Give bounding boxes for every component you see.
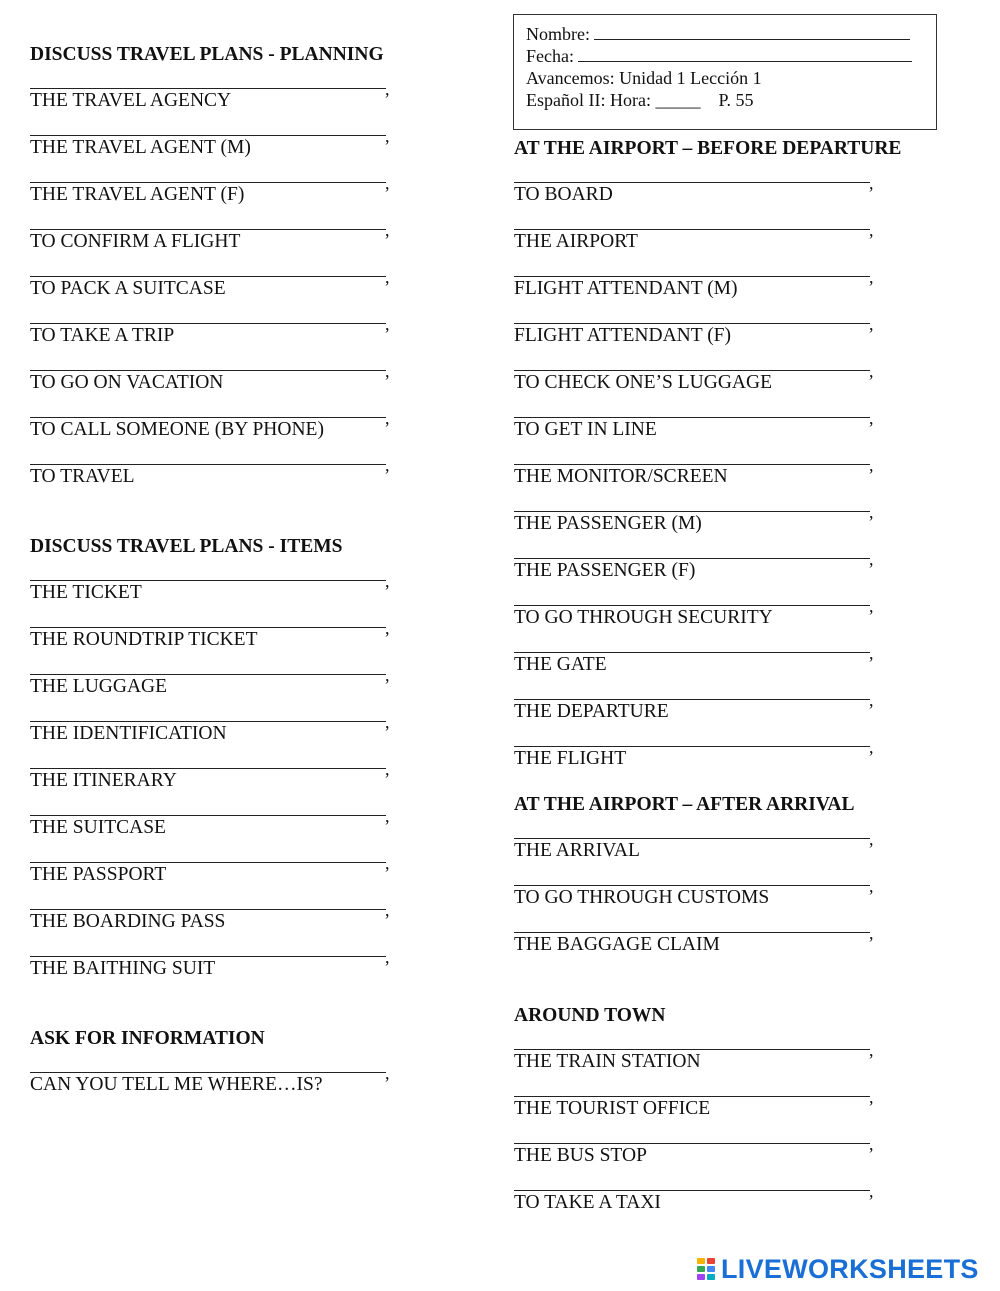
term-the-monitor-screen: THE MONITOR/SCREEN [514, 466, 728, 487]
answer-blank[interactable] [514, 464, 870, 465]
term-the-itinerary: THE ITINERARY [30, 770, 177, 791]
answer-blank[interactable] [514, 229, 870, 230]
answer-blank[interactable] [30, 1072, 386, 1073]
hora-line [526, 89, 753, 111]
term-the-ticket: THE TICKET [30, 582, 142, 603]
separator-comma: , [385, 571, 390, 591]
answer-blank[interactable] [514, 1143, 870, 1144]
separator-comma: , [385, 79, 390, 99]
separator-comma: , [869, 502, 874, 522]
student-info-box [513, 14, 937, 130]
term-flight-attendant-m: FLIGHT ATTENDANT (M) [514, 278, 738, 299]
separator-comma: , [385, 759, 390, 779]
page-reference: P. 55 [718, 90, 754, 110]
vocab-item [30, 1063, 450, 1119]
separator-comma: , [869, 923, 874, 943]
separator-comma: , [869, 690, 874, 710]
term-to-check-one-s-luggage: TO CHECK ONE’S LUGGAGE [514, 372, 773, 393]
term-the-gate: THE GATE [514, 654, 607, 675]
answer-blank[interactable] [30, 768, 386, 769]
term-the-identification: THE IDENTIFICATION [30, 723, 227, 744]
section-heading: AT THE AIRPORT – BEFORE DEPARTURE [514, 138, 902, 159]
logo-text: LIVEWORKSHEETS [721, 1253, 979, 1284]
answer-blank[interactable] [30, 862, 386, 863]
answer-blank[interactable] [30, 182, 386, 183]
separator-comma: , [385, 712, 390, 732]
answer-blank[interactable] [30, 370, 386, 371]
answer-blank[interactable] [30, 276, 386, 277]
answer-blank[interactable] [514, 746, 870, 747]
separator-comma: , [869, 549, 874, 569]
term-the-arrival: THE ARRIVAL [514, 840, 640, 861]
answer-blank[interactable] [514, 1049, 870, 1050]
answer-blank[interactable] [514, 885, 870, 886]
name-input-line[interactable] [594, 25, 910, 40]
separator-comma: , [869, 314, 874, 334]
date-label: Fecha: [526, 46, 574, 66]
separator-comma: , [385, 665, 390, 685]
separator-comma: , [385, 173, 390, 193]
separator-comma: , [869, 1087, 874, 1107]
section-heading: AT THE AIRPORT – AFTER ARRIVAL [514, 794, 855, 815]
answer-blank[interactable] [514, 323, 870, 324]
separator-comma: , [869, 267, 874, 287]
term-the-baggage-claim: THE BAGGAGE CLAIM [514, 934, 720, 955]
term-to-board: TO BOARD [514, 184, 613, 205]
section-heading: DISCUSS TRAVEL PLANS - PLANNING [30, 44, 384, 65]
separator-comma: , [385, 618, 390, 638]
answer-blank[interactable] [30, 909, 386, 910]
separator-comma: , [869, 1181, 874, 1201]
term-the-passport: THE PASSPORT [30, 864, 167, 885]
separator-comma: , [385, 455, 390, 475]
separator-comma: , [385, 267, 390, 287]
vocab-item [514, 1181, 934, 1237]
separator-comma: , [869, 455, 874, 475]
answer-blank[interactable] [514, 605, 870, 606]
term-the-roundtrip-ticket: THE ROUNDTRIP TICKET [30, 629, 258, 650]
term-to-go-through-security: TO GO THROUGH SECURITY [514, 607, 773, 628]
answer-blank[interactable] [30, 229, 386, 230]
term-the-passenger-f: THE PASSENGER (F) [514, 560, 696, 581]
answer-blank[interactable] [514, 511, 870, 512]
date-input-line[interactable] [578, 47, 912, 62]
term-can-you-tell-me-where-is: CAN YOU TELL ME WHERE…IS? [30, 1074, 323, 1095]
term-the-airport: THE AIRPORT [514, 231, 638, 252]
separator-comma: , [869, 173, 874, 193]
term-the-travel-agent-f: THE TRAVEL AGENT (F) [30, 184, 245, 205]
separator-comma: , [869, 596, 874, 616]
answer-blank[interactable] [30, 721, 386, 722]
answer-blank[interactable] [30, 135, 386, 136]
separator-comma: , [869, 1134, 874, 1154]
answer-blank[interactable] [30, 674, 386, 675]
section-heading: DISCUSS TRAVEL PLANS - ITEMS [30, 536, 343, 557]
answer-blank[interactable] [514, 1190, 870, 1191]
liveworksheets-logo [697, 1253, 997, 1285]
term-the-flight: THE FLIGHT [514, 748, 627, 769]
term-the-train-station: THE TRAIN STATION [514, 1051, 701, 1072]
separator-comma: , [869, 220, 874, 240]
vocab-item [30, 947, 450, 1003]
separator-comma: , [385, 806, 390, 826]
term-to-confirm-a-flight: TO CONFIRM A FLIGHT [30, 231, 241, 252]
answer-blank[interactable] [30, 956, 386, 957]
answer-blank[interactable] [30, 580, 386, 581]
answer-blank[interactable] [514, 838, 870, 839]
term-the-baithing-suit: THE BAITHING SUIT [30, 958, 216, 979]
separator-comma: , [385, 408, 390, 428]
answer-blank[interactable] [30, 417, 386, 418]
separator-comma: , [869, 829, 874, 849]
section-heading: ASK FOR INFORMATION [30, 1028, 265, 1049]
separator-comma: , [869, 361, 874, 381]
term-to-take-a-trip: TO TAKE A TRIP [30, 325, 175, 346]
separator-comma: , [869, 1040, 874, 1060]
term-to-call-someone-by-phone: TO CALL SOMEONE (BY PHONE) [30, 419, 324, 440]
answer-blank[interactable] [30, 464, 386, 465]
answer-blank[interactable] [30, 627, 386, 628]
separator-comma: , [869, 643, 874, 663]
answer-blank[interactable] [514, 182, 870, 183]
separator-comma: , [869, 408, 874, 428]
separator-comma: , [869, 737, 874, 757]
term-to-take-a-taxi: TO TAKE A TAXI [514, 1192, 661, 1213]
separator-comma: , [869, 876, 874, 896]
term-the-suitcase: THE SUITCASE [30, 817, 166, 838]
term-the-bus-stop: THE BUS STOP [514, 1145, 647, 1166]
term-the-passenger-m: THE PASSENGER (M) [514, 513, 702, 534]
logo-mark-icon [697, 1258, 715, 1280]
term-to-go-on-vacation: TO GO ON VACATION [30, 372, 224, 393]
answer-blank[interactable] [514, 652, 870, 653]
answer-blank[interactable] [30, 88, 386, 89]
term-flight-attendant-f: FLIGHT ATTENDANT (F) [514, 325, 732, 346]
vocab-item [30, 455, 450, 511]
term-the-boarding-pass: THE BOARDING PASS [30, 911, 226, 932]
unit-line: Avancemos: Unidad 1 Lección 1 [526, 68, 762, 88]
answer-blank[interactable] [514, 370, 870, 371]
section-heading: AROUND TOWN [514, 1005, 666, 1026]
answer-blank[interactable] [514, 558, 870, 559]
answer-blank[interactable] [514, 417, 870, 418]
separator-comma: , [385, 126, 390, 146]
separator-comma: , [385, 220, 390, 240]
term-the-travel-agent-m: THE TRAVEL AGENT (M) [30, 137, 251, 158]
hora-label: Español II: Hora: [526, 90, 651, 110]
term-to-travel: TO TRAVEL [30, 466, 135, 487]
answer-blank[interactable] [514, 699, 870, 700]
term-the-travel-agency: THE TRAVEL AGENCY [30, 90, 232, 111]
term-to-pack-a-suitcase: TO PACK A SUITCASE [30, 278, 226, 299]
date-line [526, 45, 912, 67]
term-the-departure: THE DEPARTURE [514, 701, 669, 722]
vocab-item [514, 923, 934, 979]
name-label: Nombre: [526, 24, 590, 44]
term-to-go-through-customs: TO GO THROUGH CUSTOMS [514, 887, 770, 908]
term-to-get-in-line: TO GET IN LINE [514, 419, 657, 440]
vocab-item [514, 737, 934, 793]
separator-comma: , [385, 947, 390, 967]
name-line [526, 23, 910, 45]
answer-blank[interactable] [514, 932, 870, 933]
answer-blank[interactable] [30, 323, 386, 324]
answer-blank[interactable] [514, 1096, 870, 1097]
separator-comma: , [385, 361, 390, 381]
hora-blank[interactable]: _____ [655, 90, 701, 110]
answer-blank[interactable] [30, 815, 386, 816]
separator-comma: , [385, 853, 390, 873]
term-the-tourist-office: THE TOURIST OFFICE [514, 1098, 711, 1119]
separator-comma: , [385, 314, 390, 334]
separator-comma: , [385, 1063, 390, 1083]
term-the-luggage: THE LUGGAGE [30, 676, 168, 697]
answer-blank[interactable] [514, 276, 870, 277]
separator-comma: , [385, 900, 390, 920]
